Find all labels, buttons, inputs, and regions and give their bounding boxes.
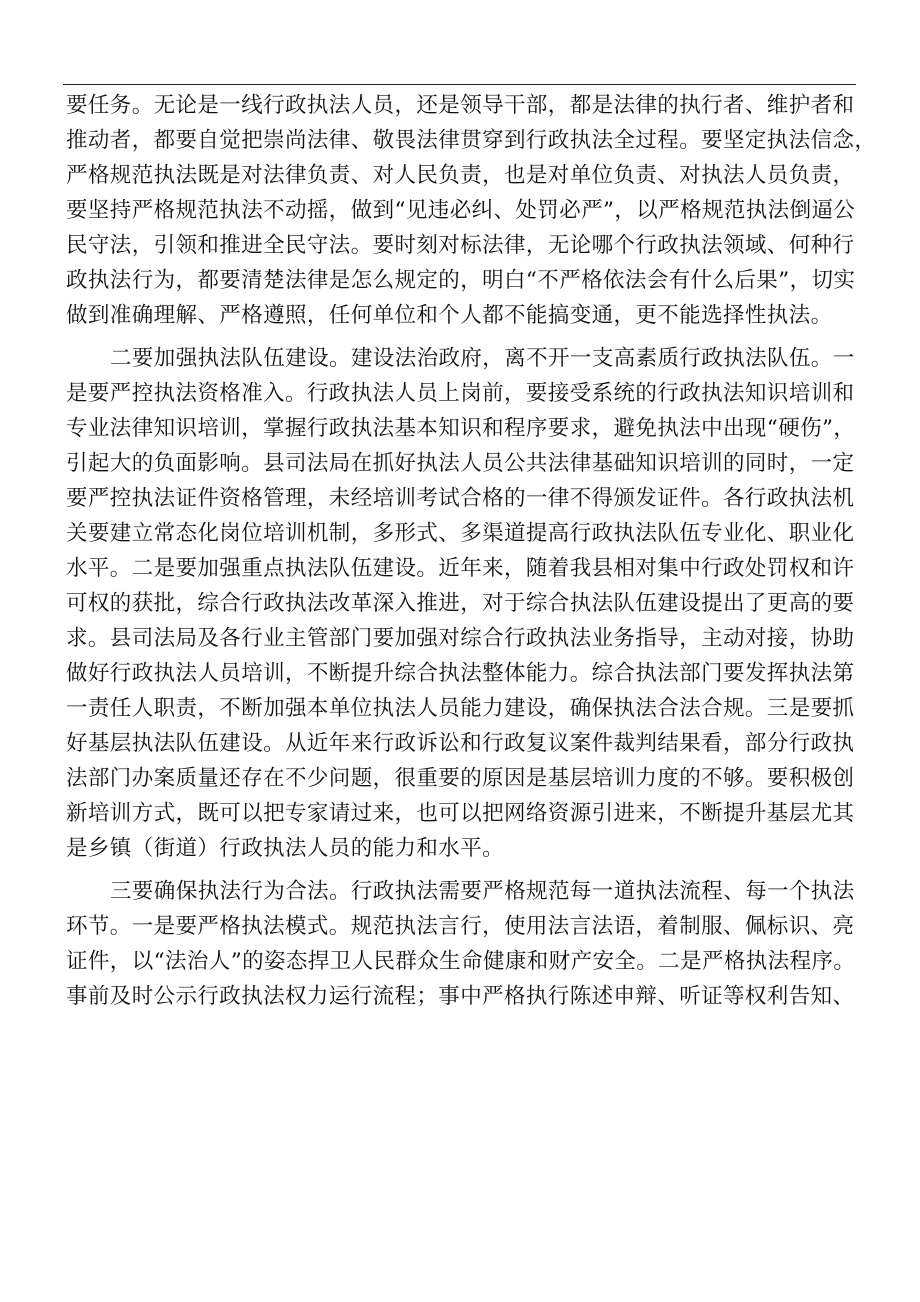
paragraph-lawful-conduct — [66, 874, 866, 1014]
paragraph-continuation — [66, 88, 877, 333]
text-line: 做到准确理解、严格遵照，任何单位和个人都不能搞变通，更不能选择性执法。 — [66, 303, 833, 328]
text-line: 推动者，都要自觉把崇尚法律、敬畏法律贯穿到行政执法全过程。要坚定执法信念， — [66, 128, 877, 153]
text-line: 三要确保执法行为合法。行政执法需要严格规范每一道执法流程、每一个执法 — [110, 879, 855, 904]
paragraph-gap — [66, 333, 866, 341]
text-line: 可权的获批，综合行政执法改革深入推进，对于综合执法队伍建设提出了更高的要 — [66, 591, 855, 616]
text-line: 事前及时公示行政执法权力运行流程；事中严格执行陈述申辩、听证等权利告知、 — [66, 984, 855, 1009]
text-line: 环节。一是要严格执法模式。规范执法言行，使用法言法语，着制服、佩标识、亮 — [66, 914, 855, 939]
header-rule — [63, 84, 856, 85]
text-line: 关要建立常态化岗位培训机制，多形式、多渠道提高行政执法队伍专业化、职业化 — [66, 521, 855, 546]
document-body — [66, 88, 877, 1014]
text-line: 水平。二是要加强重点执法队伍建设。近年来，随着我县相对集中行政处罚权和许 — [66, 556, 855, 581]
text-line: 要坚持严格规范执法不动摇，做到“见违必纠、处罚必严”，以严格规范执法倒逼公 — [66, 198, 856, 223]
text-line: 政执法行为，都要清楚法律是怎么规定的，明白“不严格依法会有什么后果”，切实 — [66, 268, 856, 293]
text-line: 好基层执法队伍建设。从近年来行政诉讼和行政复议案件裁判结果看，部分行政执 — [66, 731, 855, 756]
text-line: 是要严控执法资格准入。行政执法人员上岗前，要接受系统的行政执法知识培训和 — [66, 381, 855, 406]
text-line: 一责任人职责，不断加强本单位执法人员能力建设，确保执法合法合规。三是要抓 — [66, 696, 855, 721]
text-line: 民守法，引领和推进全民守法。要时刻对标法律，无论哪个行政执法领域、何种行 — [66, 233, 855, 258]
text-line: 新培训方式，既可以把专家请过来，也可以把网络资源引进来，不断提升基层尤其 — [66, 801, 855, 826]
paragraph-gap — [66, 866, 866, 874]
text-line: 要严控执法证件资格管理，未经培训考试合格的一律不得颁发证件。各行政执法机 — [66, 486, 855, 511]
text-line: 二要加强执法队伍建设。建设法治政府，离不开一支高素质行政执法队伍。一 — [110, 346, 855, 371]
text-line: 要任务。无论是一线行政执法人员，还是领导干部，都是法律的执行者、维护者和 — [66, 93, 855, 118]
text-line: 做好行政执法人员培训，不断提升综合执法整体能力。综合执法部门要发挥执法第 — [66, 661, 855, 686]
text-line: 证件，以“法治人”的姿态捍卫人民群众生命健康和财产安全。二是严格执法程序。 — [66, 949, 856, 974]
text-line: 严格规范执法既是对法律负责、对人民负责，也是对单位负责、对执法人员负责， — [66, 163, 855, 188]
text-line: 求。县司法局及各行业主管部门要加强对综合行政执法业务指导，主动对接，协助 — [66, 626, 855, 651]
text-line: 专业法律知识培训，掌握行政执法基本知识和程序要求，避免执法中出现“硬伤”， — [66, 416, 856, 441]
paragraph-team-building — [66, 341, 866, 866]
text-line: 引起大的负面影响。县司法局在抓好执法人员公共法律基础知识培训的同时，一定 — [66, 451, 855, 476]
text-line: 是乡镇（街道）行政执法人员的能力和水平。 — [66, 836, 505, 861]
text-line: 法部门办案质量还存在不少问题，很重要的原因是基层培训力度的不够。要积极创 — [66, 766, 855, 791]
